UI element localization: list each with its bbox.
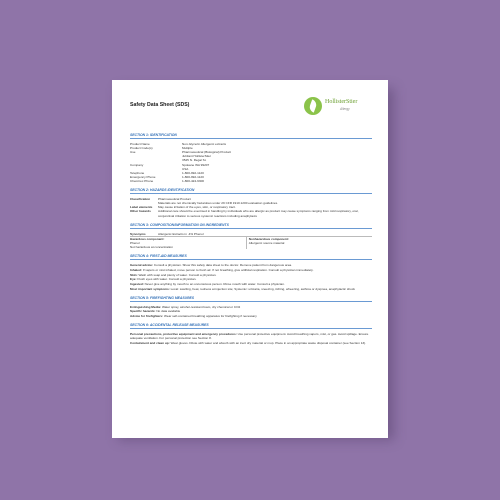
s1-value: Jubilant HollisterStier bbox=[182, 154, 212, 159]
s6-item bbox=[130, 341, 372, 345]
s4-item bbox=[130, 268, 372, 272]
s5-item-label: Specific hazards: bbox=[130, 309, 156, 314]
s5-item bbox=[130, 305, 372, 309]
s4-item-text: Never give anything by mouth to an unconscious person. Rinse mouth with water. Consult a physician. bbox=[143, 281, 285, 286]
s1-key: Product Name bbox=[130, 142, 150, 147]
hazardous-note: Not hazardous at concentration bbox=[130, 244, 173, 249]
s6-item-text: Wear gloves. Dilute with water and absorb with an inert dry material or mop. Place in an appropriate waste disposal container (see Section 13). bbox=[169, 341, 367, 346]
s4-item-text: Flush eyes with water. Consult a physician. bbox=[136, 277, 197, 282]
s1-row bbox=[130, 179, 372, 183]
s4-item bbox=[130, 263, 372, 267]
s4-item-label: General advice: bbox=[130, 263, 154, 268]
s6-item bbox=[130, 332, 372, 340]
section-2-heading: SECTION 2: HAZARDS IDENTIFICATION bbox=[130, 188, 372, 194]
section-1-heading: SECTION 1: IDENTIFICATION bbox=[130, 133, 372, 139]
s1-key: Telephone bbox=[130, 170, 145, 175]
s1-value: 1-800-992-1120 bbox=[182, 174, 204, 179]
s1-value: USA bbox=[182, 166, 189, 171]
s6-item-label: Personal precautions, protective equipment and emergency procedures: bbox=[130, 332, 237, 337]
section-1-body bbox=[130, 142, 372, 183]
s3-synonyms-key: Synonyms bbox=[130, 231, 146, 236]
leaf-icon bbox=[304, 97, 322, 115]
s1-key: Chemtrec Phone bbox=[130, 178, 154, 183]
s2-key: Label elements bbox=[130, 205, 153, 210]
s4-item-label: Ingested: bbox=[130, 281, 144, 286]
s2-value: Materials are not chemically hazardous under 29 CFR 1910.1200 evaluation guidelines. bbox=[158, 201, 279, 206]
hazardous-value: Phenol bbox=[130, 240, 140, 245]
s4-item-text: Wash with soap and plenty of water. Consult a physician. bbox=[137, 272, 217, 277]
nonhazardous-label: Nonhazardous component: bbox=[248, 236, 289, 241]
s4-item-label: Most important symptoms: bbox=[130, 286, 170, 291]
s6-item-label: Containment and clean up: bbox=[130, 341, 170, 346]
s5-item-label: Extinguishing Media: bbox=[130, 304, 162, 309]
s1-value: 3525 N. Regal St. bbox=[182, 158, 207, 163]
section-6-heading: SECTION 6: ACCIDENTAL RELEASE MEASURES bbox=[130, 323, 372, 329]
s5-item-text: No data available bbox=[155, 309, 181, 314]
section-3-body bbox=[130, 232, 372, 249]
document-title: Safety Data Sheet (SDS) bbox=[130, 102, 190, 108]
composition-table bbox=[130, 236, 372, 249]
s2-key: Other hazards bbox=[130, 209, 151, 214]
s2-row bbox=[130, 209, 372, 217]
s2-value: Pharmaceutical Product bbox=[158, 197, 191, 202]
s1-key: Use bbox=[130, 150, 136, 155]
s2-value: Additional care should be exercised in handling by individuals who are allergic as product may cause symptoms ranging from mild respiratory, oral, conjunctival irritation to serious systemic reactions including anaphylaxis bbox=[158, 209, 359, 218]
s6-item-text: Use personal protective equipment. Avoid breathing vapors, mist, or gas. Avoid spillage. Ensure adequate ventilation. For personal protection see Section 8. bbox=[130, 332, 369, 341]
nonhazardous-value: Allergenic source material bbox=[248, 240, 285, 245]
s5-item-label: Advice for firefighters: bbox=[130, 314, 164, 319]
hazardous-column bbox=[130, 237, 247, 249]
section-3-heading: SECTION 3: COMPOSITION/INFORMATION ON INGREDIENTS bbox=[130, 223, 372, 229]
s4-item bbox=[130, 273, 372, 277]
s2-key: Classification bbox=[130, 197, 151, 202]
s5-item-text: Wear self-contained breathing apparatus for firefighting if necessary bbox=[163, 314, 257, 319]
logo-subtext: Allergy bbox=[340, 107, 350, 111]
s3-synonyms-value: Allergenic Extracts in .4% Phenol bbox=[158, 231, 204, 236]
section-4-body bbox=[130, 263, 372, 291]
hazardous-label: Hazardous component: bbox=[130, 236, 165, 241]
s1-value: Spokane WA 99207 bbox=[182, 162, 210, 167]
s4-item-label: Eye: bbox=[130, 277, 137, 282]
s5-item bbox=[130, 309, 372, 313]
s1-value: 1-800-424-9300 bbox=[182, 178, 205, 183]
s1-value: Multiple bbox=[182, 146, 193, 151]
nonhazardous-column bbox=[247, 237, 372, 249]
logo-text: HollisterStier bbox=[325, 99, 358, 105]
s1-key: Emergency Phone bbox=[130, 174, 156, 179]
s4-item-text: Consult a physician. Show this safety data sheet to the doctor. Remove patient from dangerous area. bbox=[153, 263, 293, 268]
s1-value: Pharmaceutical (Biological) Product bbox=[182, 150, 232, 155]
section-5-body bbox=[130, 305, 372, 318]
section-6-body bbox=[130, 332, 372, 345]
s5-item bbox=[130, 314, 372, 318]
s1-value: Non-Glycerin Allergenic extracts bbox=[182, 142, 227, 147]
s1-key: Company bbox=[130, 162, 144, 167]
s2-value: May cause irritation of the eyes, skin, or respiratory tract. bbox=[158, 205, 236, 210]
s1-key: Product Code(s) bbox=[130, 146, 153, 151]
s5-item-text: Water spray, alcohol-resistant foam, dry chemical or CO2 bbox=[161, 304, 241, 309]
s4-item bbox=[130, 287, 372, 291]
section-2-body bbox=[130, 197, 372, 217]
s4-item-label: Skin: bbox=[130, 272, 138, 277]
sds-content bbox=[130, 128, 372, 346]
section-5-heading: SECTION 5: FIREFIGHTING MEASURES bbox=[130, 296, 372, 302]
s4-item-text: Local: swelling, heat, redness at injection site; Systemic: urticaria, sneezing, itching, wheezing, asthma or dyspnea, anaphylactic shock bbox=[169, 286, 355, 291]
s4-item bbox=[130, 282, 372, 286]
s4-item bbox=[130, 277, 372, 281]
s1-value: 1-800-992-1120 bbox=[182, 170, 204, 175]
hollisterstier-logo bbox=[304, 95, 374, 119]
s4-item-text: If vapors or mist inhaled, move person to fresh air. If not breathing, give artificial respiration. Consult a physician immediately. bbox=[141, 267, 314, 272]
sds-sheet bbox=[112, 80, 388, 438]
s4-item-label: Inhaled: bbox=[130, 267, 142, 272]
section-4-heading: SECTION 4: FIRST-AID MEASURES bbox=[130, 254, 372, 260]
